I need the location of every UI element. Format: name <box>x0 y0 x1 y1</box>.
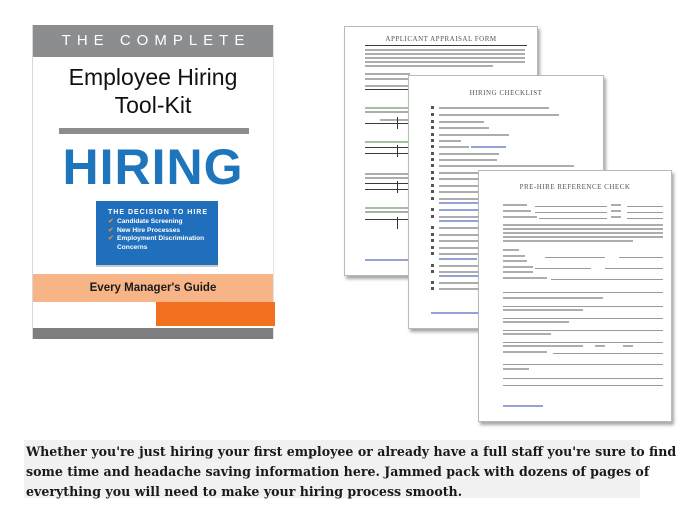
table-divider <box>397 117 398 129</box>
check-icon: ✔ <box>108 235 114 242</box>
field-label <box>503 351 547 353</box>
document-title: HIRING CHECKLIST <box>469 89 543 97</box>
field-label <box>503 216 537 218</box>
feature-item <box>108 218 210 227</box>
cover-title <box>33 63 273 119</box>
text-line <box>439 140 461 142</box>
book-cover <box>32 25 274 339</box>
footer-link <box>365 259 410 261</box>
text-line <box>365 107 410 109</box>
form-field-line <box>503 364 663 365</box>
table-divider <box>397 217 398 229</box>
checkbox-icon <box>431 233 434 236</box>
cover-hiring-word: HIRING <box>62 139 244 195</box>
text-line <box>439 107 549 109</box>
rule <box>365 219 410 220</box>
checkbox-icon <box>431 126 434 129</box>
checkbox-icon <box>431 145 434 148</box>
checkbox-icon <box>431 190 434 193</box>
checkbox-icon <box>431 226 434 229</box>
text-line <box>503 228 663 230</box>
text-line <box>365 49 525 51</box>
rule <box>365 123 410 124</box>
form-field-line <box>619 257 663 258</box>
form-field-line <box>535 206 607 207</box>
cover-bottom-band <box>33 328 273 339</box>
feature-item-label: New Hire Processes <box>117 226 181 234</box>
form-field-line <box>503 385 663 386</box>
form-field-line <box>553 353 663 354</box>
text-line <box>365 57 525 59</box>
text-line <box>365 207 410 209</box>
checkbox-icon <box>431 270 434 273</box>
field-label <box>503 255 525 257</box>
cover-feature-box <box>96 201 218 267</box>
checkbox-icon <box>431 133 434 136</box>
description-line: Whether you're just hiring your first employee or already have a full staff you're sure to find <box>26 444 677 459</box>
check-icon: ✔ <box>108 218 114 225</box>
text-line <box>365 61 525 63</box>
field-label <box>503 309 583 311</box>
field-label <box>611 204 621 206</box>
product-description <box>24 440 677 499</box>
document-title: PRE-HIRE REFERENCE CHECK <box>519 183 631 191</box>
field-label <box>503 333 551 335</box>
checkbox-icon <box>431 171 434 174</box>
text-line <box>365 211 410 213</box>
checkbox-icon <box>431 215 434 218</box>
checkbox-label <box>623 345 633 347</box>
checkbox-icon <box>431 139 434 142</box>
checkbox-icon <box>431 264 434 267</box>
form-field-line <box>539 218 607 219</box>
checkbox-icon <box>431 208 434 211</box>
text-line <box>365 78 410 80</box>
rule <box>365 89 410 90</box>
text-line <box>439 134 509 136</box>
checkbox-icon <box>431 158 434 161</box>
text-line <box>365 173 410 175</box>
field-label <box>503 266 533 268</box>
description-line: everything you will need to make your hiring process smooth. <box>26 484 463 499</box>
checkbox-icon <box>431 197 434 200</box>
text-line <box>380 119 408 121</box>
form-field-line <box>535 268 591 269</box>
checkbox-icon <box>431 106 434 109</box>
check-icon: ✔ <box>108 226 114 234</box>
rule <box>365 153 410 154</box>
checkbox-icon <box>431 113 434 116</box>
document-title: APPLICANT APPRAISAL FORM <box>385 35 497 43</box>
form-field-line <box>503 306 663 307</box>
form-field-line <box>627 218 663 219</box>
text-line <box>365 85 410 87</box>
form-field-line <box>503 318 663 319</box>
field-label <box>503 345 583 347</box>
title-rule <box>365 45 527 46</box>
cover-title-line1: Employee Hiring <box>68 64 238 90</box>
form-field-line <box>503 342 663 343</box>
field-label <box>503 271 533 273</box>
text-link <box>439 258 477 260</box>
footer-link <box>503 405 543 407</box>
text-line <box>365 73 410 75</box>
field-label <box>503 277 547 279</box>
checkbox-icon <box>431 177 434 180</box>
field-label <box>611 210 621 212</box>
form-field-line <box>545 257 605 258</box>
feature-box-heading: THE DECISION TO HIRE <box>108 209 208 216</box>
text-line <box>439 146 469 148</box>
feature-item-label: Candidate Screening <box>117 218 183 225</box>
feature-item <box>108 235 210 252</box>
text-line <box>503 224 663 226</box>
checkbox-icon <box>431 120 434 123</box>
text-link <box>471 146 506 148</box>
field-label <box>503 368 529 370</box>
description-line: some time and headache saving information here. Jammed pack with dozens of pages of <box>26 464 650 479</box>
field-label <box>503 321 569 323</box>
text-line <box>365 65 493 67</box>
table-divider <box>397 181 398 193</box>
checkbox-icon <box>431 252 434 255</box>
form-field-line <box>551 279 663 280</box>
text-line <box>439 159 497 161</box>
form-field-line <box>503 378 663 379</box>
rule <box>365 183 410 184</box>
checkbox-icon <box>431 246 434 249</box>
text-line <box>365 141 410 143</box>
field-label <box>503 204 527 206</box>
form-field-line <box>535 212 607 213</box>
form-field-line <box>503 292 663 293</box>
document-pre-hire-reference-check <box>478 170 672 422</box>
text-line <box>439 121 484 123</box>
text-line <box>439 114 559 116</box>
checkbox-icon <box>431 287 434 290</box>
field-label <box>503 249 519 251</box>
cover-white-block <box>33 302 156 327</box>
text-line <box>439 153 499 155</box>
table-divider <box>397 145 398 157</box>
checkbox-icon <box>431 281 434 284</box>
cover-subtitle: Every Manager's Guide <box>33 274 273 302</box>
field-label <box>503 260 527 262</box>
form-field-line <box>503 330 663 331</box>
checkbox-icon <box>431 184 434 187</box>
form-field-line <box>605 268 663 269</box>
text-line <box>365 53 525 55</box>
cover-top-band: THE COMPLETE <box>33 25 273 57</box>
text-line <box>503 236 663 238</box>
text-line <box>439 165 574 167</box>
text-line <box>503 232 663 234</box>
checkbox-icon <box>431 152 434 155</box>
rule <box>365 189 410 190</box>
checkbox-icon <box>431 164 434 167</box>
text-line <box>439 127 489 129</box>
rule <box>365 147 410 148</box>
feature-item <box>108 227 210 236</box>
cover-orange-block <box>156 302 275 326</box>
field-label <box>611 216 621 218</box>
checkbox-icon <box>431 239 434 242</box>
form-field-line <box>627 206 663 207</box>
field-label <box>503 210 531 212</box>
cover-divider <box>59 128 249 134</box>
cover-title-line2: Tool-Kit <box>114 92 192 118</box>
feature-item-label: Employment Discrimination Concerns <box>117 235 205 251</box>
checkbox-label <box>595 345 605 347</box>
text-line <box>365 111 410 113</box>
form-field-line <box>627 212 663 213</box>
text-line <box>365 177 410 179</box>
text-line <box>503 240 633 242</box>
field-label <box>503 297 603 299</box>
